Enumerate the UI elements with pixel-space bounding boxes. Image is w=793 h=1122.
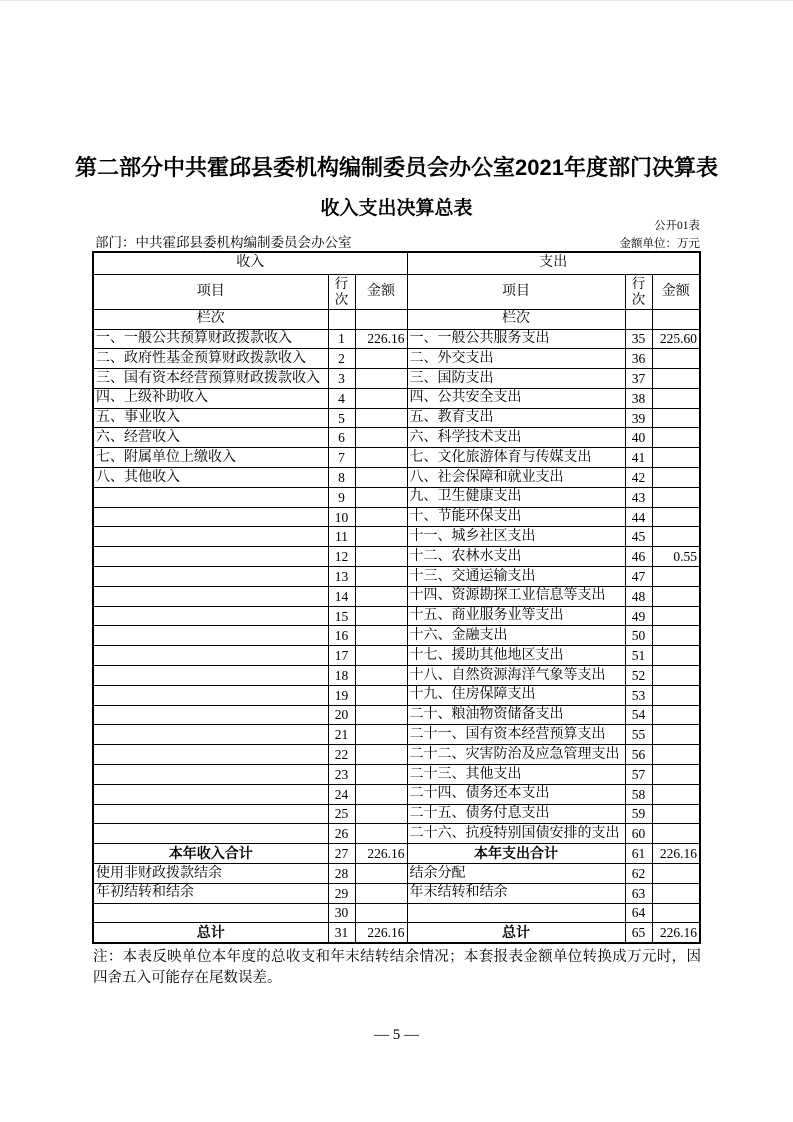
income-line-no-header: 行次 — [328, 274, 355, 309]
income-item-cell — [93, 824, 328, 844]
table-row — [93, 349, 700, 369]
income-line-no-cell: 9 — [328, 487, 355, 507]
income-amount-cell: 226.16 — [355, 923, 407, 943]
income-amount-cell — [355, 468, 407, 488]
expense-line-no-cell: 44 — [625, 507, 652, 527]
table-row — [93, 487, 700, 507]
table-row — [93, 864, 700, 884]
income-amount-cell — [355, 507, 407, 527]
income-amount-cell — [355, 487, 407, 507]
income-line-no-cell: 20 — [328, 705, 355, 725]
expense-amount-cell: 225.60 — [652, 329, 700, 349]
income-amount-cell — [355, 388, 407, 408]
empty-cell — [328, 309, 355, 329]
income-amount-cell — [355, 369, 407, 389]
expense-amount-cell — [652, 804, 700, 824]
expense-item-cell: 六、科学技术支出 — [407, 428, 625, 448]
income-item-cell: 八、其他收入 — [93, 468, 328, 488]
expense-item-cell: 二十、粮油物资储备支出 — [407, 705, 625, 725]
income-amount-cell — [355, 567, 407, 587]
expense-item-cell: 十五、商业服务业等支出 — [407, 606, 625, 626]
expense-amount-cell: 0.55 — [652, 547, 700, 567]
income-line-no-cell: 30 — [328, 903, 355, 923]
expense-item-cell: 二、外交支出 — [407, 349, 625, 369]
income-item-cell: 四、上级补助收入 — [93, 388, 328, 408]
expense-amount-cell — [652, 408, 700, 428]
expense-amount-cell: 226.16 — [652, 923, 700, 943]
income-item-cell — [93, 705, 328, 725]
column-index-row — [93, 309, 700, 329]
income-line-no-cell: 22 — [328, 745, 355, 765]
income-line-no-cell: 4 — [328, 388, 355, 408]
table-row — [93, 685, 700, 705]
expense-line-no-cell: 43 — [625, 487, 652, 507]
income-item-cell: 总计 — [93, 923, 328, 943]
expense-item-header: 项目 — [407, 274, 625, 309]
income-line-no-cell: 8 — [328, 468, 355, 488]
expense-amount-cell — [652, 428, 700, 448]
table-row — [93, 844, 700, 864]
expense-amount-cell — [652, 349, 700, 369]
table-row — [93, 705, 700, 725]
expense-item-cell: 年末结转和结余 — [407, 883, 625, 903]
expense-item-cell: 十一、城乡社区支出 — [407, 527, 625, 547]
income-line-no-cell: 17 — [328, 646, 355, 666]
income-amount-cell — [355, 428, 407, 448]
expense-line-no-cell: 35 — [625, 329, 652, 349]
income-amount-cell: 226.16 — [355, 844, 407, 864]
income-item-cell — [93, 547, 328, 567]
table-row — [93, 388, 700, 408]
expense-amount-cell — [652, 666, 700, 686]
table-row — [93, 903, 700, 923]
expense-line-no-cell: 59 — [625, 804, 652, 824]
expense-line-no-cell: 47 — [625, 567, 652, 587]
expense-item-cell: 十二、农林水支出 — [407, 547, 625, 567]
table-row — [93, 725, 700, 745]
income-line-no-cell: 18 — [328, 666, 355, 686]
income-item-cell — [93, 567, 328, 587]
income-amount-cell — [355, 666, 407, 686]
expense-line-no-cell: 54 — [625, 705, 652, 725]
income-amount-cell — [355, 646, 407, 666]
expense-amount-cell — [652, 369, 700, 389]
income-amount-cell — [355, 784, 407, 804]
income-item-cell: 六、经营收入 — [93, 428, 328, 448]
page-number: — 5 — — [374, 1027, 419, 1043]
table-row — [93, 329, 700, 349]
amount-unit-label: 金额单位：万元 — [619, 238, 700, 250]
expense-amount-cell — [652, 487, 700, 507]
table-row — [93, 507, 700, 527]
expense-column-index-label: 栏次 — [407, 309, 625, 329]
expense-item-cell: 一、一般公共服务支出 — [407, 329, 625, 349]
income-line-no-cell: 23 — [328, 765, 355, 785]
table-row — [93, 923, 700, 943]
expense-amount-cell — [652, 725, 700, 745]
income-amount-cell — [355, 586, 407, 606]
expense-line-no-cell: 61 — [625, 844, 652, 864]
income-item-cell — [93, 804, 328, 824]
expense-line-no-header: 行次 — [625, 274, 652, 309]
income-line-no-cell: 29 — [328, 883, 355, 903]
income-amount-header: 金额 — [355, 274, 407, 309]
expense-line-no-cell: 52 — [625, 666, 652, 686]
income-item-cell — [93, 646, 328, 666]
table-row — [93, 883, 700, 903]
column-header-row — [93, 274, 700, 309]
income-item-cell: 使用非财政拨款结余 — [93, 864, 328, 884]
income-line-no-cell: 13 — [328, 567, 355, 587]
income-column-index-label: 栏次 — [93, 309, 328, 329]
expense-line-no-cell: 51 — [625, 646, 652, 666]
expense-item-cell: 八、社会保障和就业支出 — [407, 468, 625, 488]
table-row — [93, 586, 700, 606]
income-amount-cell — [355, 804, 407, 824]
expense-amount-cell — [652, 606, 700, 626]
expense-amount-cell — [652, 903, 700, 923]
income-line-no-cell: 10 — [328, 507, 355, 527]
expense-item-cell: 二十二、灾害防治及应急管理支出 — [407, 745, 625, 765]
income-item-cell — [93, 507, 328, 527]
expense-line-no-cell: 62 — [625, 864, 652, 884]
expense-item-cell: 十八、自然资源海洋气象等支出 — [407, 666, 625, 686]
expense-item-cell: 九、卫生健康支出 — [407, 487, 625, 507]
income-item-cell — [93, 606, 328, 626]
expense-amount-cell — [652, 745, 700, 765]
table-row — [93, 527, 700, 547]
income-item-header: 项目 — [93, 274, 328, 309]
expense-amount-cell — [652, 626, 700, 646]
income-amount-cell — [355, 745, 407, 765]
empty-cell — [355, 309, 407, 329]
expense-item-cell: 十四、资源勘探工业信息等支出 — [407, 586, 625, 606]
income-item-cell — [93, 586, 328, 606]
income-line-no-cell: 31 — [328, 923, 355, 943]
income-line-no-cell: 26 — [328, 824, 355, 844]
table-row — [93, 745, 700, 765]
expense-amount-cell — [652, 765, 700, 785]
income-amount-cell — [355, 705, 407, 725]
expense-item-cell: 五、教育支出 — [407, 408, 625, 428]
income-amount-cell: 226.16 — [355, 329, 407, 349]
income-line-no-cell: 12 — [328, 547, 355, 567]
income-line-no-cell: 7 — [328, 448, 355, 468]
income-line-no-cell: 28 — [328, 864, 355, 884]
expense-amount-cell — [652, 567, 700, 587]
income-item-cell: 二、政府性基金预算财政拨款收入 — [93, 349, 328, 369]
expense-line-no-cell: 36 — [625, 349, 652, 369]
expense-amount-cell — [652, 586, 700, 606]
income-line-no-cell: 27 — [328, 844, 355, 864]
income-line-no-cell: 5 — [328, 408, 355, 428]
table-row — [93, 626, 700, 646]
expense-item-cell: 四、公共安全支出 — [407, 388, 625, 408]
income-line-no-cell: 16 — [328, 626, 355, 646]
income-section-header: 收入 — [93, 252, 407, 274]
income-item-cell — [93, 527, 328, 547]
table-row — [93, 547, 700, 567]
income-line-no-cell: 1 — [328, 329, 355, 349]
table-title: 收入支出决算总表 — [320, 198, 473, 219]
income-item-cell — [93, 626, 328, 646]
expense-amount-cell: 226.16 — [652, 844, 700, 864]
expense-line-no-cell: 45 — [625, 527, 652, 547]
expense-line-no-cell: 60 — [625, 824, 652, 844]
expense-line-no-cell: 42 — [625, 468, 652, 488]
expense-item-cell: 三、国防支出 — [407, 369, 625, 389]
expense-line-no-cell: 38 — [625, 388, 652, 408]
expense-line-no-cell: 39 — [625, 408, 652, 428]
expense-item-cell — [407, 903, 625, 923]
expense-item-cell: 结余分配 — [407, 864, 625, 884]
income-line-no-cell: 14 — [328, 586, 355, 606]
expense-item-cell: 七、文化旅游体育与传媒支出 — [407, 448, 625, 468]
expense-amount-cell — [652, 883, 700, 903]
table-row — [93, 765, 700, 785]
expense-amount-cell — [652, 824, 700, 844]
income-line-no-cell: 2 — [328, 349, 355, 369]
expense-amount-cell — [652, 507, 700, 527]
income-item-cell: 三、国有资本经营预算财政拨款收入 — [93, 369, 328, 389]
expense-item-cell: 总计 — [407, 923, 625, 943]
expense-amount-cell — [652, 784, 700, 804]
income-line-no-cell: 21 — [328, 725, 355, 745]
department-label: 部门：中共霍邱县委机构编制委员会办公室 — [95, 235, 352, 250]
expense-item-cell: 十三、交通运输支出 — [407, 567, 625, 587]
income-item-cell: 七、附属单位上缴收入 — [93, 448, 328, 468]
income-item-cell — [93, 685, 328, 705]
income-line-no-cell: 25 — [328, 804, 355, 824]
table-row — [93, 824, 700, 844]
expense-line-no-cell: 48 — [625, 586, 652, 606]
income-line-no-cell: 3 — [328, 369, 355, 389]
income-amount-cell — [355, 725, 407, 745]
income-item-cell: 年初结转和结余 — [93, 883, 328, 903]
table-code-label: 公开01表 — [654, 220, 700, 232]
expense-amount-cell — [652, 388, 700, 408]
income-line-no-cell: 6 — [328, 428, 355, 448]
income-amount-cell — [355, 408, 407, 428]
income-item-cell — [93, 487, 328, 507]
table-row — [93, 448, 700, 468]
expense-line-no-cell: 46 — [625, 547, 652, 567]
income-item-cell: 五、事业收入 — [93, 408, 328, 428]
income-line-no-cell: 19 — [328, 685, 355, 705]
expense-amount-cell — [652, 468, 700, 488]
income-amount-cell — [355, 527, 407, 547]
income-amount-cell — [355, 626, 407, 646]
income-item-cell: 本年收入合计 — [93, 844, 328, 864]
income-item-cell — [93, 666, 328, 686]
table-row — [93, 369, 700, 389]
expense-item-cell: 二十三、其他支出 — [407, 765, 625, 785]
expense-line-no-cell: 64 — [625, 903, 652, 923]
expense-item-cell: 十六、金融支出 — [407, 626, 625, 646]
expense-line-no-cell: 49 — [625, 606, 652, 626]
income-amount-cell — [355, 606, 407, 626]
expense-line-no-cell: 37 — [625, 369, 652, 389]
income-item-cell — [93, 903, 328, 923]
expense-line-no-cell: 53 — [625, 685, 652, 705]
expense-line-no-cell: 63 — [625, 883, 652, 903]
income-amount-cell — [355, 349, 407, 369]
income-line-no-cell: 15 — [328, 606, 355, 626]
income-amount-cell — [355, 883, 407, 903]
page-title: 第二部分中共霍邱县委机构编制委员会办公室2021年度部门决算表 — [75, 155, 718, 180]
income-item-cell: 一、一般公共预算财政拨款收入 — [93, 329, 328, 349]
expense-amount-cell — [652, 705, 700, 725]
table-row — [93, 567, 700, 587]
expense-line-no-cell: 40 — [625, 428, 652, 448]
income-amount-cell — [355, 903, 407, 923]
expense-line-no-cell: 56 — [625, 745, 652, 765]
expense-item-cell: 十九、住房保障支出 — [407, 685, 625, 705]
expense-item-cell: 二十六、抗疫特别国债安排的支出 — [407, 824, 625, 844]
table-footnote: 注：本表反映单位本年度的总收支和年末结转结余情况；本套报表金额单位转换成万元时，因四舍五入可能存在尾数误差。 — [93, 949, 701, 986]
income-line-no-cell: 11 — [328, 527, 355, 547]
table-row — [93, 804, 700, 824]
expense-amount-cell — [652, 685, 700, 705]
income-amount-cell — [355, 448, 407, 468]
income-item-cell — [93, 765, 328, 785]
expense-item-cell: 十七、援助其他地区支出 — [407, 646, 625, 666]
expense-line-no-cell: 57 — [625, 765, 652, 785]
expense-amount-cell — [652, 448, 700, 468]
income-amount-cell — [355, 864, 407, 884]
expense-line-no-cell: 50 — [625, 626, 652, 646]
income-item-cell — [93, 745, 328, 765]
income-amount-cell — [355, 685, 407, 705]
section-header-row — [93, 252, 700, 274]
table-row — [93, 784, 700, 804]
income-item-cell — [93, 725, 328, 745]
table-row — [93, 666, 700, 686]
expense-item-cell: 本年支出合计 — [407, 844, 625, 864]
expense-item-cell: 二十四、债务还本支出 — [407, 784, 625, 804]
income-amount-cell — [355, 547, 407, 567]
expense-line-no-cell: 55 — [625, 725, 652, 745]
expense-line-no-cell: 58 — [625, 784, 652, 804]
table-row — [93, 646, 700, 666]
expense-amount-cell — [652, 646, 700, 666]
income-line-no-cell: 24 — [328, 784, 355, 804]
income-amount-cell — [355, 824, 407, 844]
income-item-cell — [93, 784, 328, 804]
income-expense-summary-table — [92, 251, 701, 944]
expense-item-cell: 二十一、国有资本经营预算支出 — [407, 725, 625, 745]
expense-amount-header: 金额 — [652, 274, 700, 309]
table-row — [93, 408, 700, 428]
expense-item-cell: 二十五、债务付息支出 — [407, 804, 625, 824]
expense-line-no-cell: 65 — [625, 923, 652, 943]
expense-amount-cell — [652, 527, 700, 547]
empty-cell — [652, 309, 700, 329]
table-row — [93, 606, 700, 626]
table-row — [93, 468, 700, 488]
income-amount-cell — [355, 765, 407, 785]
expense-item-cell: 十、节能环保支出 — [407, 507, 625, 527]
expense-amount-cell — [652, 864, 700, 884]
expense-line-no-cell: 41 — [625, 448, 652, 468]
expenditure-section-header: 支出 — [407, 252, 700, 274]
table-row — [93, 428, 700, 448]
empty-cell — [625, 309, 652, 329]
